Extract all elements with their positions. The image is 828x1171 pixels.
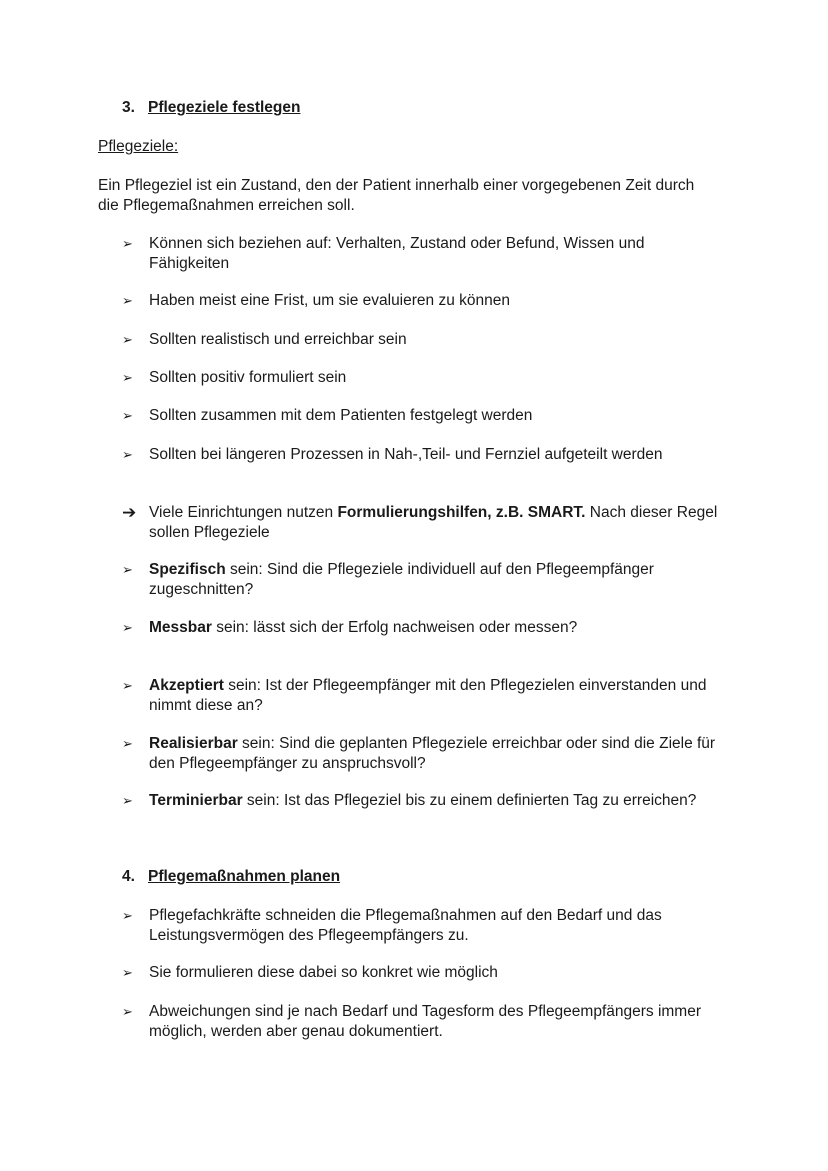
section-3-number: 3. xyxy=(122,99,135,116)
smart-term: Spezifisch xyxy=(149,561,226,578)
list-item-text: Haben meist eine Frist, um sie evaluieren zu können xyxy=(149,292,510,309)
section-4-heading xyxy=(122,868,828,886)
bullet-arrow-icon: ➢ xyxy=(122,370,133,385)
bullet-arrow-icon: ➢ xyxy=(122,236,133,251)
section-4-title: Pflegemaßnahmen planen xyxy=(148,868,341,885)
smart-note-before: Viele Einrichtungen nutzen xyxy=(149,504,338,521)
list-item xyxy=(122,291,722,311)
list-item-text: Abweichungen sind je nach Bedarf und Tagesform des Pflegeempfängers immer möglich, werden aber genau dokumentiert. xyxy=(149,1003,702,1040)
smart-term: Messbar xyxy=(149,619,212,636)
smart-note-bold: Formulierungshilfen, z.B. SMART. xyxy=(337,504,586,521)
smart-item-akzeptiert xyxy=(122,676,722,716)
list-item-text: Können sich beziehen auf: Verhalten, Zustand oder Befund, Wissen und Fähigkeiten xyxy=(149,235,645,272)
list-item xyxy=(122,906,722,946)
smart-note xyxy=(122,503,722,543)
right-arrow-icon: ➔ xyxy=(122,503,137,522)
pflegeziele-subheading: Pflegeziele: xyxy=(98,138,179,155)
bullet-arrow-icon: ➢ xyxy=(122,620,133,635)
bullet-arrow-icon: ➢ xyxy=(122,1004,133,1019)
smart-item-spezifisch xyxy=(122,560,722,600)
list-item-text: Sollten positiv formuliert sein xyxy=(149,369,347,386)
smart-item-messbar xyxy=(122,618,722,638)
list-item-text: Sollten bei längeren Prozessen in Nah-,Teil- und Fernziel aufgeteilt werden xyxy=(149,446,663,463)
smart-term: Terminierbar xyxy=(149,792,243,809)
smart-description: sein: lässt sich der Erfolg nachweisen oder messen? xyxy=(211,619,578,636)
bullet-arrow-icon: ➢ xyxy=(122,736,133,751)
list-item xyxy=(122,963,722,983)
list-item-text: Sollten realistisch und erreichbar sein xyxy=(149,331,407,348)
list-item xyxy=(122,1002,722,1042)
list-item-text: Pflegefachkräfte schneiden die Pflegemaßnahmen auf den Bedarf und das Leistungsvermögen des Pflegeempfängers zu. xyxy=(149,907,662,944)
list-item-text: Sie formulieren diese dabei so konkret wie möglich xyxy=(149,964,498,981)
smart-description: sein: Sind die geplanten Pflegeziele erreichbar oder sind die Ziele für den Pflegeempfänger zu anspruchsvoll? xyxy=(149,735,716,772)
smart-description: sein: Sind die Pflegeziele individuell auf den Pflegeempfänger zugeschnitten? xyxy=(149,561,654,598)
bullet-arrow-icon: ➢ xyxy=(122,678,133,693)
section-3-title: Pflegeziele festlegen xyxy=(148,99,301,116)
list-item xyxy=(122,330,722,350)
section-4-number: 4. xyxy=(122,868,135,885)
smart-term: Akzeptiert xyxy=(149,677,224,694)
bullet-arrow-icon: ➢ xyxy=(122,562,133,577)
bullet-arrow-icon: ➢ xyxy=(122,965,133,980)
bullet-arrow-icon: ➢ xyxy=(122,293,133,308)
intro-paragraph: Ein Pflegeziel ist ein Zustand, den der Patient innerhalb einer vorgegebenen Zeit durch die Pflegemaßnahmen erreichen soll. xyxy=(98,177,695,214)
smart-term: Realisierbar xyxy=(149,735,238,752)
list-item xyxy=(122,445,722,465)
smart-item-realisierbar xyxy=(122,734,722,774)
bullet-arrow-icon: ➢ xyxy=(122,908,133,923)
list-item xyxy=(122,234,722,274)
bullet-arrow-icon: ➢ xyxy=(122,793,133,808)
list-item-text: Sollten zusammen mit dem Patienten festgelegt werden xyxy=(149,407,533,424)
smart-description: sein: Ist der Pflegeempfänger mit den Pflegezielen einverstanden und nimmt diese an? xyxy=(149,677,707,714)
bullet-arrow-icon: ➢ xyxy=(122,332,133,347)
section-3-heading xyxy=(122,99,828,117)
list-item xyxy=(122,368,722,388)
smart-description: sein: Ist das Pflegeziel bis zu einem definierten Tag zu erreichen? xyxy=(242,792,697,809)
smart-item-terminierbar xyxy=(122,791,722,811)
bullet-arrow-icon: ➢ xyxy=(122,408,133,423)
smart-note-after: Nach dieser Regel sollen Pflegeziele xyxy=(149,504,718,541)
list-item xyxy=(122,406,722,426)
bullet-arrow-icon: ➢ xyxy=(122,447,133,462)
